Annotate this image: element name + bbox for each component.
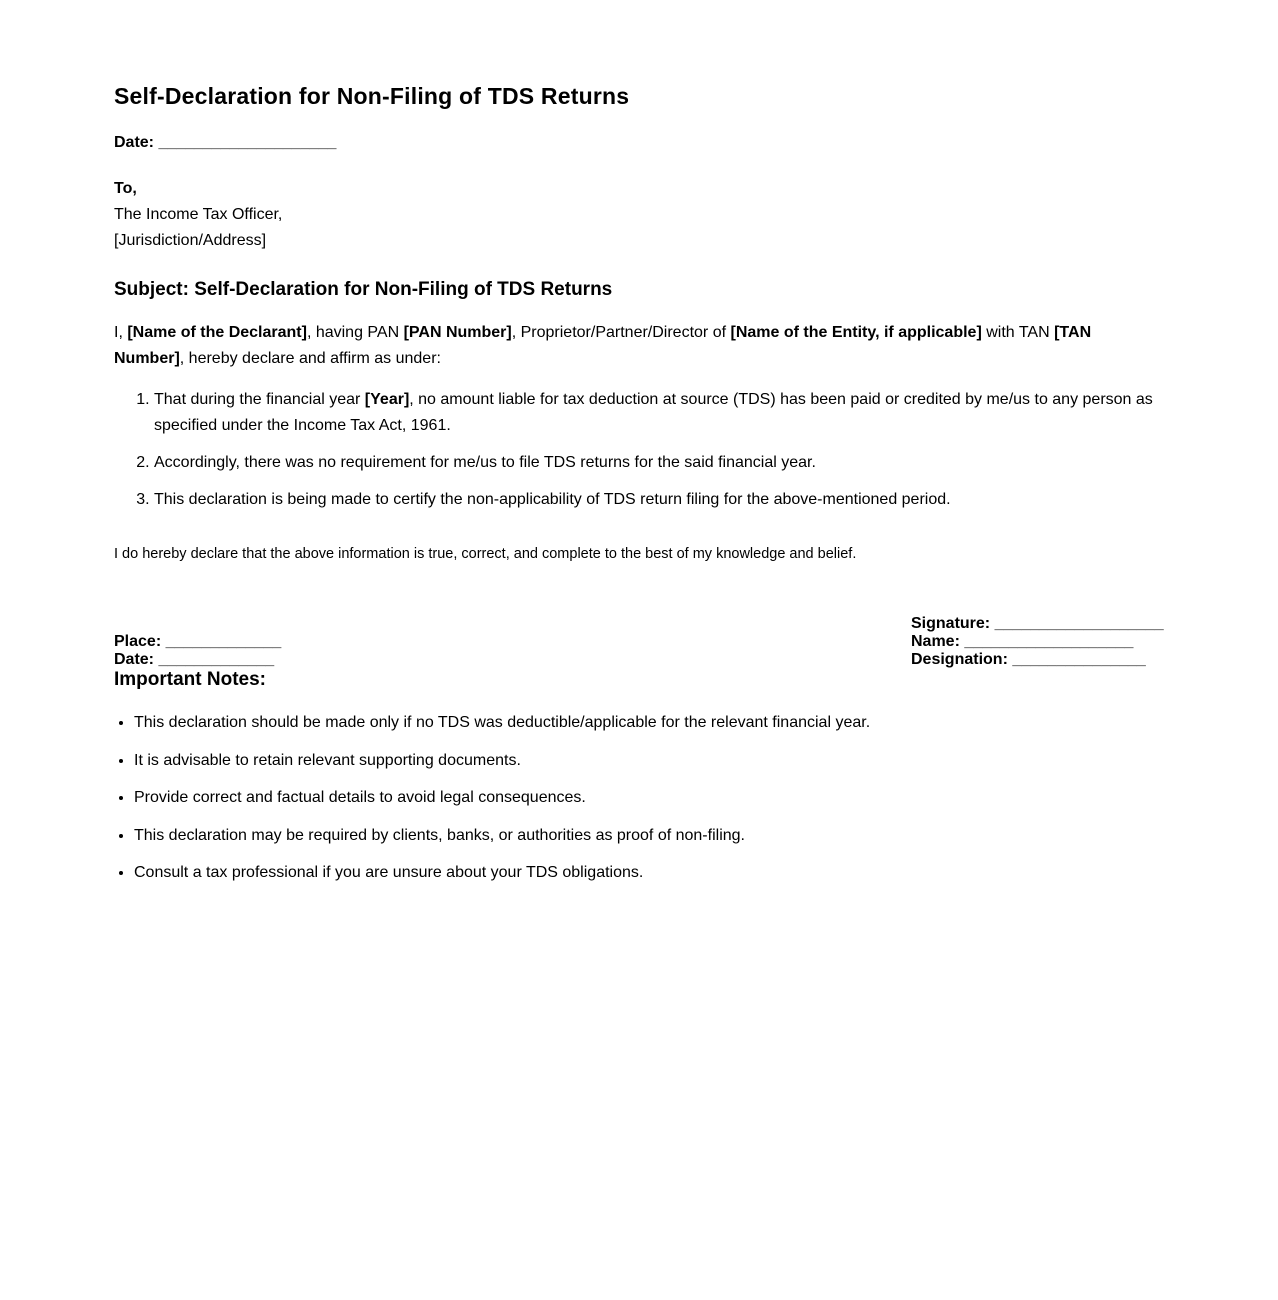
signature-block	[911, 615, 1164, 669]
declaration-text: , no amount liable for tax deduction at source (TDS) has been paid or credited by me/us to any person as specified under the Income Tax Act, 1961.	[154, 391, 1153, 434]
note-item: • Consult a tax professional if you are unsure about your TDS obligations.	[134, 860, 870, 886]
intro-text: , Proprietor/Partner/Director of	[511, 324, 731, 341]
note-item: • This declaration may be required by clients, banks, or authorities as proof of non-filing.	[134, 823, 870, 849]
declaration-text: That during the financial year	[154, 391, 365, 408]
recipient-block	[114, 176, 282, 254]
pan-placeholder: [PAN Number]	[403, 324, 512, 341]
recipient-line-address: [Jurisdiction/Address]	[114, 232, 267, 249]
declarant-name-placeholder: [Name of the Declarant]	[127, 324, 307, 341]
signature-field: Signature: ___________________	[911, 615, 1164, 632]
intro-text: with TAN	[981, 324, 1055, 341]
tan-placeholder: [TAN Number]	[114, 324, 1092, 367]
document-title: Self-Declaration for Non-Filing of TDS Returns	[114, 83, 630, 109]
intro-text: I,	[114, 324, 128, 341]
declaration-item: 3. This declaration is being made to certify the non-applicability of TDS return filing for the above-mentioned period.	[154, 487, 1164, 513]
note-item: • Provide correct and factual details to avoid legal consequences.	[134, 785, 870, 811]
intro-text: , hereby declare and affirm as under:	[179, 350, 441, 367]
intro-text: , having PAN	[306, 324, 404, 341]
notes-heading: Important Notes:	[114, 669, 266, 690]
entity-placeholder: [Name of the Entity, if applicable]	[730, 324, 982, 341]
notes-list	[114, 710, 870, 898]
note-item: • This declaration should be made only if no TDS was deductible/applicable for the relevant financial year.	[134, 710, 870, 736]
recipient-label: To,	[114, 180, 137, 197]
declaration-item: 2. Accordingly, there was no requirement for me/us to file TDS returns for the said financial year.	[154, 450, 1164, 476]
note-item: • It is advisable to retain relevant supporting documents.	[134, 748, 870, 774]
place-field: Place: _____________	[114, 633, 282, 650]
affirmation-statement: I do hereby declare that the above information is true, correct, and complete to the best of my knowledge and belief.	[114, 546, 857, 562]
year-placeholder: [Year]	[364, 391, 410, 408]
sign-date-field: Date: _____________	[114, 651, 275, 668]
subject-heading: Subject: Self-Declaration for Non-Filing of TDS Returns	[114, 279, 613, 300]
recipient-line-officer: The Income Tax Officer,	[114, 206, 283, 223]
place-date-block	[114, 633, 281, 669]
declaration-item	[154, 387, 1164, 439]
date-field: Date: ____________________	[114, 134, 337, 151]
designation-field: Designation: _______________	[911, 651, 1146, 668]
intro-paragraph	[114, 320, 1114, 372]
declaration-list	[114, 387, 1164, 524]
name-field: Name: ___________________	[911, 633, 1134, 650]
